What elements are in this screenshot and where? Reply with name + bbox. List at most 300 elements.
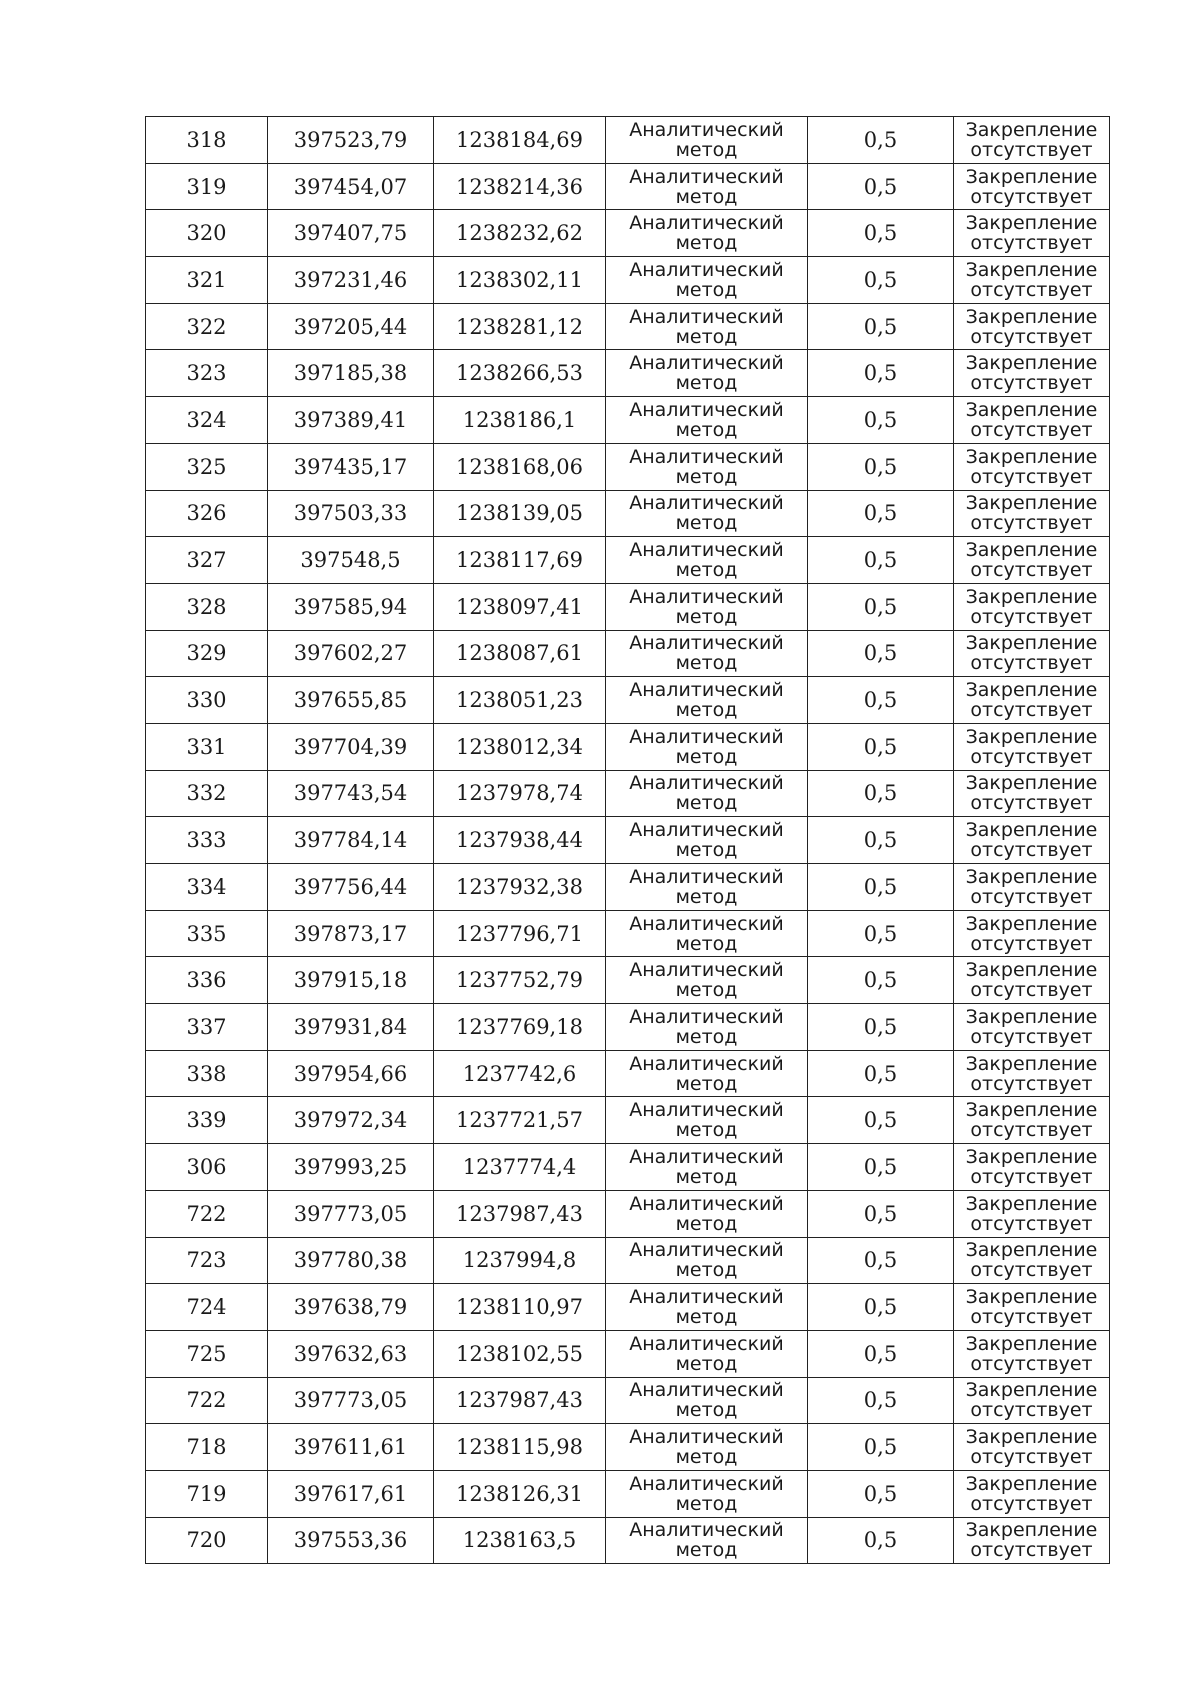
method-line-1: Аналитический [629, 725, 784, 748]
fixing-cell [954, 1004, 1110, 1051]
fixing-line-2: отсутствует [970, 885, 1093, 908]
point-number-cell: 322 [146, 303, 268, 350]
method-line-1: Аналитический [629, 1192, 784, 1215]
y-coordinate-cell: 1238012,34 [434, 723, 606, 770]
accuracy-cell: 0,5 [808, 303, 954, 350]
method-cell [606, 1517, 808, 1564]
method-cell [606, 910, 808, 957]
method-cell [606, 957, 808, 1004]
y-coordinate-cell: 1238097,41 [434, 583, 606, 630]
method-line-2: метод [675, 1539, 738, 1562]
y-coordinate-cell: 1238266,53 [434, 350, 606, 397]
table-row [146, 1424, 1110, 1471]
x-coordinate-cell: 397915,18 [268, 957, 434, 1004]
accuracy-cell: 0,5 [808, 117, 954, 164]
fixing-line-1: Закрепление [965, 1519, 1098, 1542]
fixing-line-1: Закрепление [965, 539, 1098, 562]
method-line-1: Аналитический [629, 258, 784, 281]
coordinates-table-body [146, 117, 1110, 1564]
fixing-line-2: отсутствует [970, 1352, 1093, 1375]
table-row [146, 1050, 1110, 1097]
method-cell [606, 1144, 808, 1191]
point-number-cell: 722 [146, 1377, 268, 1424]
fixing-line-1: Закрепление [965, 1239, 1098, 1262]
method-cell [606, 1237, 808, 1284]
accuracy-cell: 0,5 [808, 1470, 954, 1517]
method-line-1: Аналитический [629, 398, 784, 421]
fixing-line-1: Закрепление [965, 492, 1098, 515]
y-coordinate-cell: 1238163,5 [434, 1517, 606, 1564]
fixing-line-1: Закрепление [965, 959, 1098, 982]
method-line-1: Аналитический [629, 1052, 784, 1075]
accuracy-cell: 0,5 [808, 490, 954, 537]
table-row [146, 910, 1110, 957]
method-line-2: метод [675, 1119, 738, 1142]
fixing-line-1: Закрепление [965, 1192, 1098, 1215]
fixing-cell [954, 303, 1110, 350]
accuracy-cell: 0,5 [808, 163, 954, 210]
method-line-1: Аналитический [629, 1332, 784, 1355]
x-coordinate-cell: 397454,07 [268, 163, 434, 210]
fixing-line-2: отсутствует [970, 559, 1093, 582]
point-number-cell: 330 [146, 677, 268, 724]
fixing-cell [954, 1517, 1110, 1564]
accuracy-cell: 0,5 [808, 1050, 954, 1097]
fixing-line-1: Закрепление [965, 725, 1098, 748]
fixing-cell [954, 350, 1110, 397]
point-number-cell: 334 [146, 864, 268, 911]
fixing-cell [954, 583, 1110, 630]
table-row [146, 443, 1110, 490]
method-line-1: Аналитический [629, 819, 784, 842]
fixing-cell [954, 397, 1110, 444]
method-line-2: метод [675, 652, 738, 675]
point-number-cell: 326 [146, 490, 268, 537]
point-number-cell: 336 [146, 957, 268, 1004]
table-row [146, 303, 1110, 350]
fixing-line-2: отсутствует [970, 1025, 1093, 1048]
accuracy-cell: 0,5 [808, 1424, 954, 1471]
y-coordinate-cell: 1238186,1 [434, 397, 606, 444]
y-coordinate-cell: 1237796,71 [434, 910, 606, 957]
fixing-line-1: Закрепление [965, 165, 1098, 188]
x-coordinate-cell: 397773,05 [268, 1377, 434, 1424]
fixing-cell [954, 1144, 1110, 1191]
fixing-line-1: Закрепление [965, 258, 1098, 281]
fixing-line-1: Закрепление [965, 352, 1098, 375]
table-row [146, 257, 1110, 304]
x-coordinate-cell: 397503,33 [268, 490, 434, 537]
method-line-2: метод [675, 1446, 738, 1469]
x-coordinate-cell: 397873,17 [268, 910, 434, 957]
method-line-2: метод [675, 418, 738, 441]
point-number-cell: 722 [146, 1190, 268, 1237]
accuracy-cell: 0,5 [808, 1284, 954, 1331]
point-number-cell: 333 [146, 817, 268, 864]
method-cell [606, 397, 808, 444]
method-cell [606, 1470, 808, 1517]
method-line-1: Аналитический [629, 1286, 784, 1309]
method-line-2: метод [675, 792, 738, 815]
y-coordinate-cell: 1237721,57 [434, 1097, 606, 1144]
method-cell [606, 1424, 808, 1471]
x-coordinate-cell: 397611,61 [268, 1424, 434, 1471]
accuracy-cell: 0,5 [808, 1377, 954, 1424]
point-number-cell: 338 [146, 1050, 268, 1097]
table-row [146, 210, 1110, 257]
accuracy-cell: 0,5 [808, 210, 954, 257]
method-cell [606, 864, 808, 911]
fixing-cell [954, 1237, 1110, 1284]
accuracy-cell: 0,5 [808, 864, 954, 911]
fixing-line-2: отсутствует [970, 278, 1093, 301]
fixing-cell [954, 117, 1110, 164]
method-line-2: метод [675, 605, 738, 628]
point-number-cell: 329 [146, 630, 268, 677]
x-coordinate-cell: 397784,14 [268, 817, 434, 864]
fixing-line-2: отсутствует [970, 1072, 1093, 1095]
fixing-cell [954, 210, 1110, 257]
x-coordinate-cell: 397993,25 [268, 1144, 434, 1191]
y-coordinate-cell: 1237994,8 [434, 1237, 606, 1284]
fixing-cell [954, 957, 1110, 1004]
method-line-1: Аналитический [629, 118, 784, 141]
fixing-line-2: отсутствует [970, 932, 1093, 955]
method-cell [606, 770, 808, 817]
table-row [146, 1330, 1110, 1377]
fixing-line-1: Закрепление [965, 1052, 1098, 1075]
point-number-cell: 324 [146, 397, 268, 444]
fixing-line-1: Закрепление [965, 1379, 1098, 1402]
point-number-cell: 319 [146, 163, 268, 210]
fixing-line-2: отсутствует [970, 1165, 1093, 1188]
y-coordinate-cell: 1238168,06 [434, 443, 606, 490]
fixing-line-2: отсутствует [970, 1259, 1093, 1282]
fixing-line-2: отсутствует [970, 605, 1093, 628]
fixing-line-1: Закрепление [965, 585, 1098, 608]
method-cell [606, 1004, 808, 1051]
accuracy-cell: 0,5 [808, 1190, 954, 1237]
accuracy-cell: 0,5 [808, 583, 954, 630]
method-cell [606, 537, 808, 584]
method-line-2: метод [675, 325, 738, 348]
method-line-2: метод [675, 232, 738, 255]
accuracy-cell: 0,5 [808, 350, 954, 397]
fixing-line-2: отсутствует [970, 745, 1093, 768]
method-line-2: метод [675, 1399, 738, 1422]
y-coordinate-cell: 1238232,62 [434, 210, 606, 257]
table-row [146, 490, 1110, 537]
y-coordinate-cell: 1238102,55 [434, 1330, 606, 1377]
y-coordinate-cell: 1237774,4 [434, 1144, 606, 1191]
fixing-cell [954, 910, 1110, 957]
method-cell [606, 1284, 808, 1331]
method-cell [606, 1190, 808, 1237]
point-number-cell: 306 [146, 1144, 268, 1191]
x-coordinate-cell: 397548,5 [268, 537, 434, 584]
point-number-cell: 339 [146, 1097, 268, 1144]
point-number-cell: 321 [146, 257, 268, 304]
accuracy-cell: 0,5 [808, 957, 954, 1004]
method-cell [606, 1377, 808, 1424]
fixing-line-2: отсутствует [970, 1306, 1093, 1329]
x-coordinate-cell: 397655,85 [268, 677, 434, 724]
fixing-cell [954, 443, 1110, 490]
fixing-line-1: Закрепление [965, 1472, 1098, 1495]
method-line-2: метод [675, 138, 738, 161]
x-coordinate-cell: 397231,46 [268, 257, 434, 304]
point-number-cell: 332 [146, 770, 268, 817]
y-coordinate-cell: 1237987,43 [434, 1190, 606, 1237]
point-number-cell: 724 [146, 1284, 268, 1331]
x-coordinate-cell: 397972,34 [268, 1097, 434, 1144]
y-coordinate-cell: 1238117,69 [434, 537, 606, 584]
method-line-2: метод [675, 1306, 738, 1329]
y-coordinate-cell: 1237932,38 [434, 864, 606, 911]
method-line-1: Аналитический [629, 772, 784, 795]
fixing-line-2: отсутствует [970, 465, 1093, 488]
fixing-line-2: отсутствует [970, 185, 1093, 208]
method-cell [606, 817, 808, 864]
fixing-line-1: Закрепление [965, 1099, 1098, 1122]
accuracy-cell: 0,5 [808, 723, 954, 770]
method-cell [606, 583, 808, 630]
fixing-line-1: Закрепление [965, 1005, 1098, 1028]
method-line-1: Аналитический [629, 585, 784, 608]
x-coordinate-cell: 397602,27 [268, 630, 434, 677]
table-row [146, 397, 1110, 444]
accuracy-cell: 0,5 [808, 1237, 954, 1284]
fixing-line-2: отсутствует [970, 1446, 1093, 1469]
point-number-cell: 327 [146, 537, 268, 584]
fixing-line-1: Закрепление [965, 1145, 1098, 1168]
fixing-cell [954, 723, 1110, 770]
method-line-1: Аналитический [629, 539, 784, 562]
method-line-1: Аналитический [629, 1426, 784, 1449]
x-coordinate-cell: 397632,63 [268, 1330, 434, 1377]
y-coordinate-cell: 1237987,43 [434, 1377, 606, 1424]
method-line-2: метод [675, 278, 738, 301]
accuracy-cell: 0,5 [808, 770, 954, 817]
method-line-1: Аналитический [629, 1005, 784, 1028]
method-line-1: Аналитический [629, 305, 784, 328]
y-coordinate-cell: 1238087,61 [434, 630, 606, 677]
table-row [146, 1097, 1110, 1144]
accuracy-cell: 0,5 [808, 443, 954, 490]
fixing-cell [954, 1190, 1110, 1237]
point-number-cell: 723 [146, 1237, 268, 1284]
x-coordinate-cell: 397185,38 [268, 350, 434, 397]
table-row [146, 770, 1110, 817]
method-cell [606, 630, 808, 677]
table-row [146, 1004, 1110, 1051]
accuracy-cell: 0,5 [808, 630, 954, 677]
y-coordinate-cell: 1238281,12 [434, 303, 606, 350]
method-line-1: Аналитический [629, 1519, 784, 1542]
x-coordinate-cell: 397553,36 [268, 1517, 434, 1564]
fixing-line-2: отсутствует [970, 1492, 1093, 1515]
fixing-line-2: отсутствует [970, 325, 1093, 348]
accuracy-cell: 0,5 [808, 1144, 954, 1191]
method-line-1: Аналитический [629, 352, 784, 375]
method-line-2: метод [675, 465, 738, 488]
method-line-2: метод [675, 932, 738, 955]
y-coordinate-cell: 1238115,98 [434, 1424, 606, 1471]
fixing-cell [954, 1050, 1110, 1097]
method-line-1: Аналитический [629, 445, 784, 468]
method-line-2: метод [675, 372, 738, 395]
method-line-1: Аналитический [629, 632, 784, 655]
accuracy-cell: 0,5 [808, 397, 954, 444]
fixing-line-2: отсутствует [970, 1212, 1093, 1235]
fixing-line-1: Закрепление [965, 865, 1098, 888]
y-coordinate-cell: 1238184,69 [434, 117, 606, 164]
fixing-line-1: Закрепление [965, 679, 1098, 702]
fixing-line-1: Закрепление [965, 1286, 1098, 1309]
accuracy-cell: 0,5 [808, 257, 954, 304]
accuracy-cell: 0,5 [808, 817, 954, 864]
x-coordinate-cell: 397407,75 [268, 210, 434, 257]
y-coordinate-cell: 1238051,23 [434, 677, 606, 724]
method-line-2: метод [675, 559, 738, 582]
y-coordinate-cell: 1238110,97 [434, 1284, 606, 1331]
point-number-cell: 325 [146, 443, 268, 490]
accuracy-cell: 0,5 [808, 910, 954, 957]
fixing-cell [954, 537, 1110, 584]
x-coordinate-cell: 397205,44 [268, 303, 434, 350]
method-line-2: метод [675, 1165, 738, 1188]
method-line-1: Аналитический [629, 165, 784, 188]
method-line-1: Аналитический [629, 1145, 784, 1168]
y-coordinate-cell: 1238302,11 [434, 257, 606, 304]
method-line-2: метод [675, 1072, 738, 1095]
y-coordinate-cell: 1238139,05 [434, 490, 606, 537]
fixing-cell [954, 864, 1110, 911]
table-row [146, 1284, 1110, 1331]
method-cell [606, 1330, 808, 1377]
fixing-line-2: отсутствует [970, 138, 1093, 161]
method-line-2: метод [675, 185, 738, 208]
method-line-1: Аналитический [629, 492, 784, 515]
method-line-1: Аналитический [629, 1472, 784, 1495]
method-cell [606, 117, 808, 164]
accuracy-cell: 0,5 [808, 1330, 954, 1377]
method-line-1: Аналитический [629, 912, 784, 935]
fixing-line-2: отсутствует [970, 1539, 1093, 1562]
method-cell [606, 677, 808, 724]
table-row [146, 117, 1110, 164]
fixing-line-1: Закрепление [965, 445, 1098, 468]
table-row [146, 537, 1110, 584]
y-coordinate-cell: 1237978,74 [434, 770, 606, 817]
method-cell [606, 723, 808, 770]
method-line-2: метод [675, 1259, 738, 1282]
table-row [146, 350, 1110, 397]
method-line-2: метод [675, 839, 738, 862]
x-coordinate-cell: 397931,84 [268, 1004, 434, 1051]
fixing-cell [954, 1470, 1110, 1517]
method-line-1: Аналитический [629, 679, 784, 702]
table-row [146, 723, 1110, 770]
table-row [146, 1470, 1110, 1517]
y-coordinate-cell: 1238214,36 [434, 163, 606, 210]
accuracy-cell: 0,5 [808, 1517, 954, 1564]
table-row [146, 630, 1110, 677]
method-cell [606, 303, 808, 350]
accuracy-cell: 0,5 [808, 1097, 954, 1144]
fixing-cell [954, 677, 1110, 724]
fixing-line-2: отсутствует [970, 839, 1093, 862]
table-row [146, 1237, 1110, 1284]
table-row [146, 677, 1110, 724]
table-row [146, 1517, 1110, 1564]
fixing-line-2: отсутствует [970, 1119, 1093, 1142]
point-number-cell: 337 [146, 1004, 268, 1051]
fixing-line-1: Закрепление [965, 819, 1098, 842]
fixing-cell [954, 817, 1110, 864]
fixing-cell [954, 770, 1110, 817]
method-cell [606, 257, 808, 304]
x-coordinate-cell: 397773,05 [268, 1190, 434, 1237]
fixing-cell [954, 1284, 1110, 1331]
y-coordinate-cell: 1237742,6 [434, 1050, 606, 1097]
x-coordinate-cell: 397435,17 [268, 443, 434, 490]
fixing-line-1: Закрепление [965, 1426, 1098, 1449]
table-row [146, 1144, 1110, 1191]
fixing-cell [954, 163, 1110, 210]
x-coordinate-cell: 397756,44 [268, 864, 434, 911]
fixing-line-1: Закрепление [965, 305, 1098, 328]
fixing-cell [954, 1330, 1110, 1377]
method-cell [606, 443, 808, 490]
fixing-line-2: отсутствует [970, 418, 1093, 441]
fixing-cell [954, 490, 1110, 537]
method-line-2: метод [675, 1212, 738, 1235]
point-number-cell: 725 [146, 1330, 268, 1377]
method-cell [606, 210, 808, 257]
fixing-line-1: Закрепление [965, 632, 1098, 655]
method-line-2: метод [675, 1352, 738, 1375]
fixing-line-2: отсутствует [970, 232, 1093, 255]
fixing-line-2: отсутствует [970, 1399, 1093, 1422]
accuracy-cell: 0,5 [808, 677, 954, 724]
method-cell [606, 1050, 808, 1097]
accuracy-cell: 0,5 [808, 1004, 954, 1051]
fixing-cell [954, 630, 1110, 677]
y-coordinate-cell: 1237752,79 [434, 957, 606, 1004]
x-coordinate-cell: 397617,61 [268, 1470, 434, 1517]
method-line-2: метод [675, 885, 738, 908]
y-coordinate-cell: 1238126,31 [434, 1470, 606, 1517]
x-coordinate-cell: 397780,38 [268, 1237, 434, 1284]
fixing-line-1: Закрепление [965, 772, 1098, 795]
y-coordinate-cell: 1237769,18 [434, 1004, 606, 1051]
method-cell [606, 490, 808, 537]
method-line-1: Аналитический [629, 1099, 784, 1122]
table-row [146, 583, 1110, 630]
method-cell [606, 350, 808, 397]
point-number-cell: 328 [146, 583, 268, 630]
point-number-cell: 331 [146, 723, 268, 770]
fixing-line-2: отсутствует [970, 979, 1093, 1002]
fixing-line-1: Закрепление [965, 1332, 1098, 1355]
fixing-cell [954, 1424, 1110, 1471]
method-line-2: метод [675, 699, 738, 722]
fixing-line-2: отсутствует [970, 699, 1093, 722]
method-line-1: Аналитический [629, 1379, 784, 1402]
x-coordinate-cell: 397523,79 [268, 117, 434, 164]
method-line-1: Аналитический [629, 865, 784, 888]
